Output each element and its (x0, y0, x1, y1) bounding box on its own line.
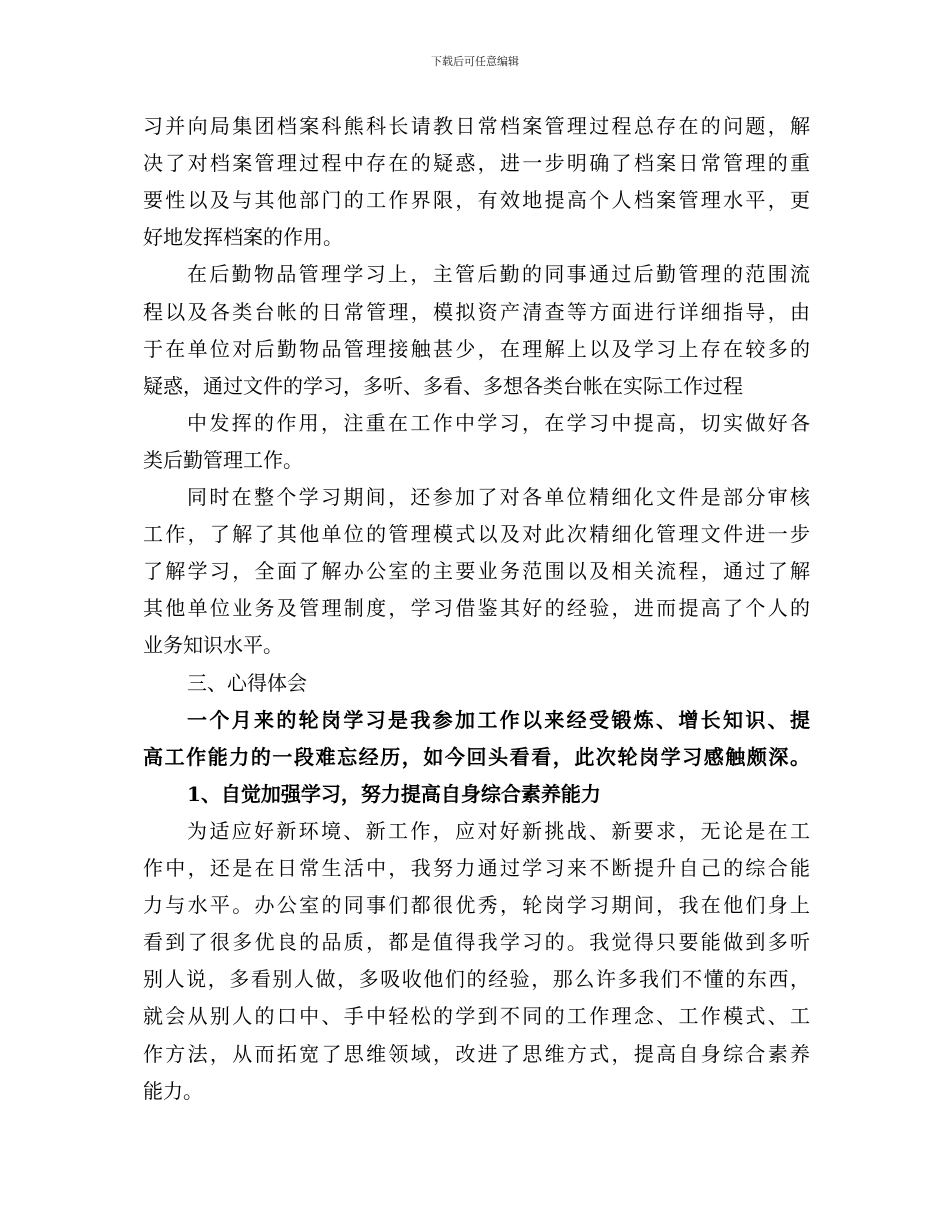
text-line: 在后勤物品管理学习上，主管后勤的同事通过后勤管理的范围流 (187, 262, 810, 286)
text-line: 三、心得体会 (187, 671, 307, 695)
text-line: 高工作能力的一段难忘经历，如今回头看看，此次轮岗学习感触颇深。 (143, 745, 810, 769)
text-line: 为适应好新环境、新工作，应对好新挑战、新要求，无论是在工 (187, 819, 810, 843)
text-line: 类后勤管理工作。 (143, 448, 303, 472)
text-line: 中发挥的作用，注重在工作中学习，在学习中提高，切实做好各 (187, 411, 810, 435)
text-line: 别人说，多看别人做，多吸收他们的经验，那么许多我们不懂的东西， (143, 967, 810, 991)
text-line: 就会从别人的口中、手中轻松的学到不同的工作理念、工作模式、工 (143, 1004, 810, 1028)
text-line: 了解学习，全面了解办公室的主要业务范围以及相关流程，通过了解 (143, 559, 810, 583)
text-line: 于在单位对后勤物品管理接触甚少，在理解上以及学习上存在较多的 (143, 337, 810, 361)
text-line: 一个月来的轮岗学习是我参加工作以来经受锻炼、增长知识、提 (187, 708, 810, 732)
page-header: 下载后可任意编辑 (431, 55, 519, 68)
text-line: 好地发挥档案的作用。 (143, 225, 343, 249)
text-line: 作中，还是在日常生活中，我努力通过学习来不断提升自己的综合能 (143, 856, 810, 880)
text-line: 作方法，从而拓宽了思维领域，改进了思维方式，提高自身综合素养 (143, 1042, 810, 1066)
text-line: 疑惑，通过文件的学习，多听、多看、多想各类台帐在实际工作过程 (143, 374, 743, 398)
text-line: 力与水平。办公室的同事们都很优秀，轮岗学习期间，我在他们身上 (143, 893, 810, 917)
text-line: 能力。 (143, 1079, 203, 1103)
text-line: 工作，了解了其他单位的管理模式以及对此次精细化管理文件进一步 (143, 522, 810, 546)
text-line: 看到了很多优良的品质，都是值得我学习的。我觉得只要能做到多听 (143, 930, 810, 954)
text-line: 其他单位业务及管理制度，学习借鉴其好的经验，进而提高了个人的 (143, 596, 810, 620)
text-line: 业务知识水平。 (143, 633, 283, 657)
text-line: 要性以及与其他部门的工作界限，有效地提高个人档案管理水平，更 (143, 188, 810, 212)
text-line: 习并向局集团档案科熊科长请教日常档案管理过程总存在的问题，解 (143, 114, 810, 138)
text-line: 1、自觉加强学习，努力提高自身综合素养能力 (187, 782, 601, 806)
text-line: 决了对档案管理过程中存在的疑惑，进一步明确了档案日常管理的重 (143, 151, 810, 175)
text-line: 同时在整个学习期间，还参加了对各单位精细化文件是部分审核 (187, 485, 810, 509)
text-line: 程以及各类台帐的日常管理，模拟资产清查等方面进行详细指导，由 (143, 300, 810, 324)
